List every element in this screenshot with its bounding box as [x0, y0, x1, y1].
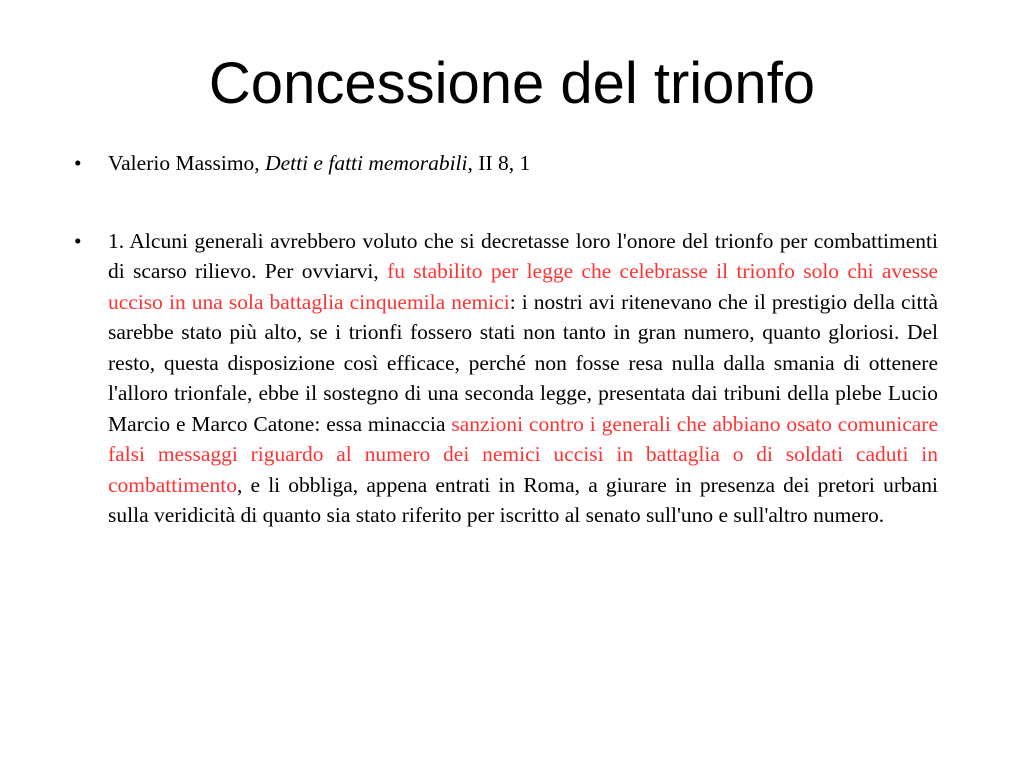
citation-work-title: Detti e fatti memorabili — [265, 151, 468, 175]
passage-highlight-sanctions: sanzioni contro i generali che abbiano osato comunicare falsi messaggi riguardo al numero dei nemici uccisi in battaglia o di soldati caduti in combattimento — [108, 411, 938, 497]
bullet-marker: • — [74, 151, 82, 175]
bullet-list — [74, 148, 938, 531]
bullet-item-passage — [74, 226, 938, 531]
slide-title: Concessione del trionfo — [208, 51, 816, 116]
citation-text — [108, 148, 938, 179]
passage-segment-1: 1. Alcuni generali avrebbero voluto che si decretasse loro l'onore del trionfo per combattimenti di scarso rilievo. Per ovviarvi, — [108, 228, 938, 283]
passage-text — [108, 226, 938, 531]
citation-author: Valerio Massimo, — [108, 151, 266, 175]
passage-highlight-law: fu stabilito per legge che celebrasse il trionfo solo chi avesse ucciso in una sola battaglia cinquemila nemici — [108, 259, 938, 314]
citation-reference: , II 8, 1 — [467, 151, 531, 175]
passage-segment-3: : i nostri avi ritenevano che il prestigio della città sarebbe stato più alto, se i trionfi fossero stati non tanto in gran numero, quanto gloriosi. Del resto, questa disposizione così efficace, perché non fosse resa nulla dalla smania di ottenere l'alloro trionfale, ebbe il sostegno di una seconda legge, presentata dai tribuni della plebe Lucio Marcio e Marco Catone: essa minaccia — [108, 289, 938, 436]
bullet-item-citation — [74, 148, 938, 179]
passage-segment-5: , e li obbliga, appena entrati in Roma, a giurare in presenza dei pretori urbani sulla veridicità di quanto sia stato riferito per iscritto al senato sull'uno e sull'altro numero. — [108, 472, 938, 527]
bullet-marker: • — [74, 228, 82, 253]
